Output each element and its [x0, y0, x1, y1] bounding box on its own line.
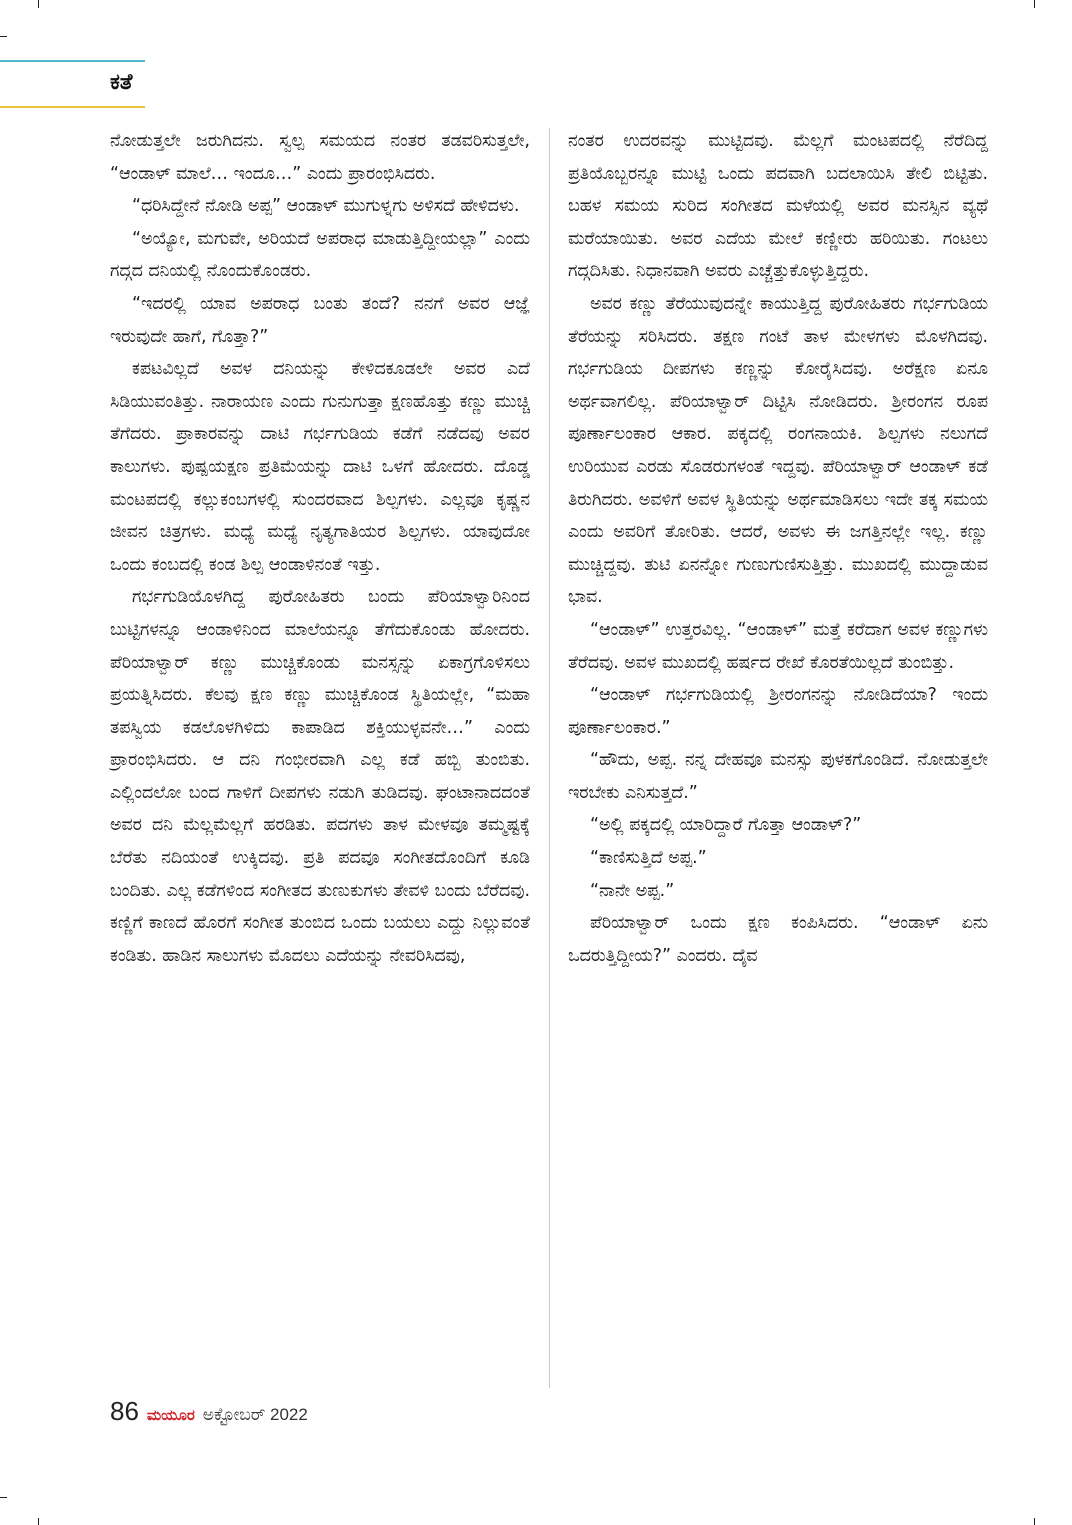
paragraph: “ಇದರಲ್ಲಿ ಯಾವ ಅಪರಾಧ ಬಂತು ತಂದೆ? ನನಗೆ ಅವರ ಆಜ್ಞೆ ಇರುವುದೇ ಹಾಗೆ, ಗೊತ್ತಾ?”: [110, 293, 530, 347]
paragraph: ಅವರ ಕಣ್ಣು ತೆರೆಯುವುದನ್ನೇ ಕಾಯುತ್ತಿದ್ದ ಪುರೋಹಿತರು ಗರ್ಭಗುಡಿಯ ತೆರೆಯನ್ನು ಸರಿಸಿದರು. ತಕ್ಷಣ ಗಂಟೆ ತಾಳ ಮೇಳಗಳು ಮೊಳಗಿದವು. ಗರ್ಭಗುಡಿಯ ದೀಪಗಳು ಕಣ್ಣನ್ನು ಕೋರೈಸಿದವು. ಅರೆಕ್ಷಣ ಏನೂ ಅರ್ಥವಾಗಲಿಲ್ಲ. ಪೆರಿಯಾಳ್ವಾರ್ ದಿಟ್ಟಿಸಿ ನೋಡಿದರು. ಶ್ರೀರಂಗನ ರೂಪ ಪೂರ್ಣಾಲಂಕಾರ ಆಕಾರ. ಪಕ್ಕದಲ್ಲಿ ರಂಗನಾಯಕಿ. ಶಿಲ್ಪಗಳು ನಲುಗದೆ ಉರಿಯುವ ಎರಡು ಸೊಡರುಗಳಂತೆ ಇದ್ದವು. ಪೆರಿಯಾಳ್ವಾರ್ ಆಂಡಾಳ್ ಕಡೆ ತಿರುಗಿದರು. ಅವಳಿಗೆ ಅವಳ ಸ್ಥಿತಿಯನ್ನು ಅರ್ಥಮಾಡಿಸಲು ಇದೇ ತಕ್ಕ ಸಮಯ ಎಂದು ಅವರಿಗೆ ತೋರಿತು. ಆದರೆ, ಅವಳು ಈ ಜಗತ್ತಿನಲ್ಲೇ ಇಲ್ಲ. ಕಣ್ಣು ಮುಚ್ಚಿದ್ದವು. ತುಟಿ ಏನನ್ನೋ ಗುಣುಗುಣಿಸುತ್ತಿತ್ತು. ಮುಖದಲ್ಲಿ ಮುದ್ದಾಡುವ ಭಾವ.: [568, 293, 988, 608]
page-number: 86: [110, 1396, 139, 1426]
paragraph: “ಅಲ್ಲಿ ಪಕ್ಕದಲ್ಲಿ ಯಾರಿದ್ದಾರೆ ಗೊತ್ತಾ ಆಂಡಾಳ್?”: [590, 815, 862, 836]
paragraph: “ಹೌದು, ಅಪ್ಪ. ನನ್ನ ದೇಹವೂ ಮನಸ್ಸು ಪುಳಕಗೊಂಡಿದೆ. ನೋಡುತ್ತಲೇ ಇರಬೇಕು ಎನಿಸುತ್ತದೆ.”: [568, 750, 988, 803]
section-rule-top: [0, 60, 145, 62]
article-column-right: [568, 125, 988, 972]
section-title: ಕತೆ: [110, 70, 133, 95]
article-column-left: [110, 125, 530, 972]
paragraph: “ಅಯ್ಯೋ, ಮಗುವೇ, ಅರಿಯದೆ ಅಪರಾಧ ಮಾಡುತ್ತಿದ್ದೀಯಲ್ಲಾ” ಎಂದು ಗದ್ಗದ ದನಿಯಲ್ಲಿ ನೊಂದುಕೊಂಡರು.: [110, 228, 530, 282]
paragraph: “ಕಾಣಿಸುತ್ತಿದೆ ಅಪ್ಪ.”: [590, 848, 707, 869]
paragraph: ಗರ್ಭಗುಡಿಯೊಳಗಿದ್ದ ಪುರೋಹಿತರು ಬಂದು ಪೆರಿಯಾಳ್ವಾರಿನಿಂದ ಬುಟ್ಟಿಗಳನ್ನೂ ಆಂಡಾಳಿನಿಂದ ಮಾಲೆಯನ್ನೂ ತೆಗೆದುಕೊಂಡು ಹೋದರು. ಪೆರಿಯಾಳ್ವಾರ್ ಕಣ್ಣು ಮುಚ್ಚಿಕೊಂಡು ಮನಸ್ಸನ್ನು ಏಕಾಗ್ರಗೊಳಿಸಲು ಪ್ರಯತ್ನಿಸಿದರು. ಕೆಲವು ಕ್ಷಣ ಕಣ್ಣು ಮುಚ್ಚಿಕೊಂಡ ಸ್ಥಿತಿಯಲ್ಲೇ, “ಮಹಾ ತಪಸ್ವಿಯ ಕಡಲೊಳಗಿಳಿದು ಕಾಪಾಡಿದ ಶಕ್ತಿಯುಳ್ಳವನೇ…” ಎಂದು ಪ್ರಾರಂಭಿಸಿದರು. ಆ ದನಿ ಗಂಭೀರವಾಗಿ ಎಲ್ಲ ಕಡೆ ಹಬ್ಬಿ ತುಂಬಿತು. ಎಲ್ಲಿಂದಲೋ ಬಂದ ಗಾಳಿಗೆ ದೀಪಗಳು ನಡುಗಿ ತುಡಿದವು. ಘಂಟಾನಾದದಂತೆ ಅವರ ದನಿ ಮೆಲ್ಲಮೆಲ್ಲಗೆ ಹರಡಿತು. ಪದಗಳು ತಾಳ ಮೇಳವೂ ತಮ್ಮಷ್ಟಕ್ಕೆ ಬೆರೆತು ನದಿಯಂತೆ ಉಕ್ಕಿದವು. ಪ್ರತಿ ಪದವೂ ಸಂಗೀತದೊಂದಿಗೆ ಕೂಡಿ ಬಂದಿತು. ಎಲ್ಲ ಕಡೆಗಳಿಂದ ಸಂಗೀತದ ತುಣುಕುಗಳು ತೇವಳಿ ಬಂದು ಬೆರೆದವು. ಕಣ್ಣಿಗೆ ಕಾಣದೆ ಹೊರಗೆ ಸಂಗೀತ ತುಂಬಿದ ಒಂದು ಬಯಲು ಎದ್ದು ನಿಲ್ಲುವಂತೆ ಕಂಡಿತು. ಹಾಡಿನ ಸಾಲುಗಳು ಮೊದಲು ಎದೆಯನ್ನು ನೇವರಿಸಿದವು,: [110, 587, 530, 966]
crop-mark-left-upper: [0, 36, 7, 37]
paragraph: ನಂತರ ಉದರವನ್ನು ಮುಟ್ಟಿದವು. ಮೆಲ್ಲಗೆ ಮಂಟಪದಲ್ಲಿ ನೆರೆದಿದ್ದ ಪ್ರತಿಯೊಬ್ಬರನ್ನೂ ಮುಟ್ಟಿ ಒಂದು ಪದವಾಗಿ ಬದಲಾಯಿಸಿ ತೇಲಿ ಬಿಟ್ಟಿತು. ಬಹಳ ಸಮಯ ಸುರಿದ ಸಂಗೀತದ ಮಳೆಯಲ್ಲಿ ಅವರ ಮನಸ್ಸಿನ ವ್ಯಥೆ ಮರೆಯಾಯಿತು. ಅವರ ಎದೆಯ ಮೇಲೆ ಕಣ್ಣೀರು ಹರಿಯಿತು. ಗಂಟಲು ಗದ್ಗದಿಸಿತು. ನಿಧಾನವಾಗಿ ಅವರು ಎಚ್ಚೆತ್ತುಕೊಳ್ಳುತ್ತಿದ್ದರು.: [568, 131, 988, 282]
paragraph: “ನಾನೇ ಅಪ್ಪ.”: [590, 880, 675, 901]
crop-mark-left-lower: [0, 1497, 7, 1498]
section-rule-bottom: [0, 106, 145, 108]
paragraph: ಪೆರಿಯಾಳ್ವಾರ್ ಒಂದು ಕ್ಷಣ ಕಂಪಿಸಿದರು. “ಆಂಡಾಳ್ ಏನು ಒದರುತ್ತಿದ್ದೀಯ?” ಎಂದರು. ದೈವ: [568, 913, 988, 966]
column-divider: [549, 128, 550, 1388]
paragraph: ನೋಡುತ್ತಲೇ ಜರುಗಿದನು. ಸ್ವಲ್ಪ ಸಮಯದ ನಂತರ ತಡವರಿಸುತ್ತಲೇ, “ಆಂಡಾಳ್ ಮಾಲೆ… ಇಂದೂ…” ಎಂದು ಪ್ರಾರಂಭಿಸಿದರು.: [110, 131, 530, 184]
paragraph: ಕಪಟವಿಲ್ಲದೆ ಅವಳ ದನಿಯನ್ನು ಕೇಳಿದಕೂಡಲೇ ಅವರ ಎದೆ ಸಿಡಿಯುವಂತಿತ್ತು. ನಾರಾಯಣ ಎಂದು ಗುನುಗುತ್ತಾ ಕ್ಷಣಹೊತ್ತು ಕಣ್ಣು ಮುಚ್ಚಿ ತೆಗೆದರು. ಪ್ರಾಕಾರವನ್ನು ದಾಟಿ ಗರ್ಭಗುಡಿಯ ಕಡೆಗೆ ನಡೆದವು ಅವರ ಕಾಲುಗಳು. ಪುಷ್ಪಯಕ್ಷಣ ಪ್ರತಿಮೆಯನ್ನು ದಾಟಿ ಒಳಗೆ ಹೋದರು. ದೊಡ್ಡ ಮಂಟಪದಲ್ಲಿ ಕಲ್ಲುಕಂಬಗಳಲ್ಲಿ ಸುಂದರವಾದ ಶಿಲ್ಪಗಳು. ಎಲ್ಲವೂ ಕೃಷ್ಣನ ಜೀವನ ಚಿತ್ರಗಳು. ಮಧ್ಯೆ ಮಧ್ಯೆ ನೃತ್ಯಗಾತಿಯರ ಶಿಲ್ಪಗಳು. ಯಾವುದೋ ಒಂದು ಕಂಬದಲ್ಲಿ ಕಂಡ ಶಿಲ್ಪ ಆಂಡಾಳಿನಂತೆ ಇತ್ತು.: [110, 359, 530, 575]
crop-mark-bottom-right: [1034, 1518, 1035, 1525]
page-footer: [110, 1396, 308, 1430]
issue-date: ಅಕ್ಟೋಬರ್ 2022: [202, 1405, 308, 1424]
magazine-name: ಮಯೂರ: [146, 1406, 195, 1424]
crop-mark-top-right: [1034, 0, 1035, 8]
paragraph: “ಆಂಡಾಳ್ ಗರ್ಭಗುಡಿಯಲ್ಲಿ ಶ್ರೀರಂಗನನ್ನು ನೋಡಿದೆಯಾ? ಇಂದು ಪೂರ್ಣಾಲಂಕಾರ.”: [568, 685, 988, 738]
paragraph: “ಆಂಡಾಳ್” ಉತ್ತರವಿಲ್ಲ. “ಆಂಡಾಳ್” ಮತ್ತೆ ಕರೆದಾಗ ಅವಳ ಕಣ್ಣುಗಳು ತೆರೆದವು. ಅವಳ ಮುಖದಲ್ಲಿ ಹರ್ಷದ ರೇಖೆ ಕೊರತೆಯಿಲ್ಲದೆ ತುಂಬಿತ್ತು.: [568, 619, 988, 673]
crop-mark-bottom-left: [38, 1518, 39, 1525]
paragraph: “ಧರಿಸಿದ್ದೇನೆ ನೋಡಿ ಅಪ್ಪ” ಆಂಡಾಳ್ ಮುಗುಳ್ನಗು ಅಳಿಸದೆ ಹೇಳಿದಳು.: [132, 196, 520, 217]
crop-mark-top-left: [38, 0, 39, 8]
